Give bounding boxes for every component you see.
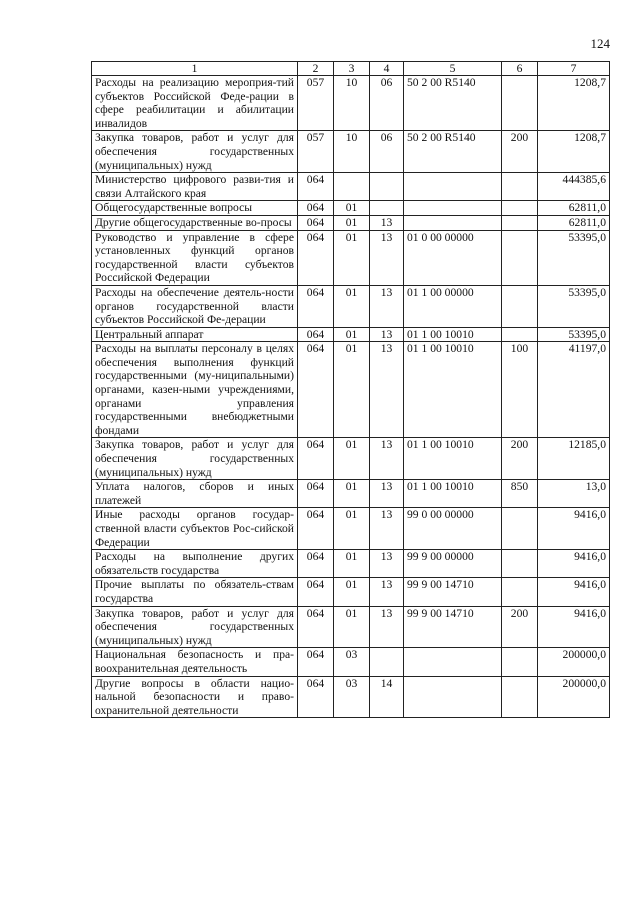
ministry-code: 064 <box>298 201 334 216</box>
column-header: 4 <box>370 62 404 76</box>
row-name: Центральный аппарат <box>92 327 298 342</box>
table-row <box>92 676 610 718</box>
table-row <box>92 131 610 173</box>
amount-value: 200000,0 <box>538 676 610 718</box>
subsection-code: 13 <box>370 550 404 578</box>
ministry-code: 064 <box>298 676 334 718</box>
subsection-code <box>370 173 404 201</box>
row-name: Национальная безопасность и пра-воохранительная деятельность <box>92 648 298 676</box>
section-code: 10 <box>334 131 370 173</box>
table-row <box>92 215 610 230</box>
article-code: 01 1 00 10010 <box>404 480 502 508</box>
article-code: 99 0 00 00000 <box>404 508 502 550</box>
article-code: 99 9 00 14710 <box>404 578 502 606</box>
row-name: Общегосударственные вопросы <box>92 201 298 216</box>
amount-value: 62811,0 <box>538 201 610 216</box>
ministry-code: 064 <box>298 438 334 480</box>
expense-type-code <box>502 201 538 216</box>
article-code <box>404 648 502 676</box>
budget-table <box>91 61 610 718</box>
section-code: 01 <box>334 578 370 606</box>
subsection-code: 13 <box>370 606 404 648</box>
expense-type-code: 200 <box>502 438 538 480</box>
ministry-code: 064 <box>298 327 334 342</box>
amount-value: 9416,0 <box>538 578 610 606</box>
subsection-code <box>370 648 404 676</box>
row-name: Расходы на реализацию мероприя-тий субъектов Российской Феде-рации в сфере реабилитации и абилитации инвалидов <box>92 76 298 131</box>
article-code: 50 2 00 R5140 <box>404 131 502 173</box>
subsection-code <box>370 201 404 216</box>
ministry-code: 064 <box>298 578 334 606</box>
expense-type-code <box>502 550 538 578</box>
article-code: 01 1 00 10010 <box>404 438 502 480</box>
amount-value: 1208,7 <box>538 131 610 173</box>
amount-value: 53395,0 <box>538 327 610 342</box>
column-header: 5 <box>404 62 502 76</box>
expense-type-code <box>502 508 538 550</box>
row-name: Уплата налогов, сборов и иных платежей <box>92 480 298 508</box>
column-header: 2 <box>298 62 334 76</box>
amount-value: 444385,6 <box>538 173 610 201</box>
section-code: 03 <box>334 676 370 718</box>
table-row <box>92 578 610 606</box>
subsection-code: 13 <box>370 438 404 480</box>
table-row <box>92 76 610 131</box>
column-header: 3 <box>334 62 370 76</box>
article-code: 01 0 00 00000 <box>404 230 502 285</box>
ministry-code: 064 <box>298 480 334 508</box>
subsection-code: 14 <box>370 676 404 718</box>
article-code: 01 1 00 10010 <box>404 342 502 438</box>
article-code <box>404 201 502 216</box>
table-row <box>92 508 610 550</box>
row-name: Расходы на выполнение других обязательств государства <box>92 550 298 578</box>
article-code: 01 1 00 10010 <box>404 327 502 342</box>
row-name: Другие общегосударственные во-просы <box>92 215 298 230</box>
row-name: Прочие выплаты по обязатель-ствам государства <box>92 578 298 606</box>
amount-value: 9416,0 <box>538 550 610 578</box>
expense-type-code <box>502 230 538 285</box>
subsection-code: 13 <box>370 578 404 606</box>
ministry-code: 064 <box>298 285 334 327</box>
amount-value: 200000,0 <box>538 648 610 676</box>
table-row <box>92 438 610 480</box>
expense-type-code: 200 <box>502 606 538 648</box>
ministry-code: 064 <box>298 606 334 648</box>
table-body <box>92 76 610 718</box>
section-code: 01 <box>334 606 370 648</box>
table-row <box>92 648 610 676</box>
expense-type-code: 850 <box>502 480 538 508</box>
section-code: 01 <box>334 438 370 480</box>
row-name: Другие вопросы в области нацио-нальной безопасности и право-охранительной деятельности <box>92 676 298 718</box>
amount-value: 41197,0 <box>538 342 610 438</box>
page-number: 124 <box>590 36 610 51</box>
subsection-code: 06 <box>370 76 404 131</box>
section-code: 01 <box>334 508 370 550</box>
column-header: 7 <box>538 62 610 76</box>
amount-value: 9416,0 <box>538 606 610 648</box>
expense-type-code <box>502 648 538 676</box>
article-code <box>404 173 502 201</box>
table-row <box>92 230 610 285</box>
article-code: 50 2 00 R5140 <box>404 76 502 131</box>
expense-type-code <box>502 76 538 131</box>
table-row <box>92 327 610 342</box>
row-name: Расходы на обеспечение деятель-ности органов государственной власти субъектов Российской Фе-дерации <box>92 285 298 327</box>
row-name: Закупка товаров, работ и услуг для обеспечения государственных (муниципальных) нужд <box>92 606 298 648</box>
ministry-code: 064 <box>298 230 334 285</box>
ministry-code: 057 <box>298 131 334 173</box>
amount-value: 9416,0 <box>538 508 610 550</box>
expense-type-code <box>502 327 538 342</box>
subsection-code: 06 <box>370 131 404 173</box>
header-row <box>92 62 610 76</box>
article-code <box>404 676 502 718</box>
section-code: 01 <box>334 327 370 342</box>
subsection-code: 13 <box>370 480 404 508</box>
expense-type-code <box>502 215 538 230</box>
amount-value: 62811,0 <box>538 215 610 230</box>
row-name: Расходы на выплаты персоналу в целях обеспечения выполнения функций государственными (му-ниципальными) органами, казен-ными учреждениями, органами управления государственными внебюджетными фондами <box>92 342 298 438</box>
subsection-code: 13 <box>370 508 404 550</box>
table-row <box>92 606 610 648</box>
article-code: 99 9 00 00000 <box>404 550 502 578</box>
table-row <box>92 201 610 216</box>
amount-value: 53395,0 <box>538 285 610 327</box>
section-code: 10 <box>334 76 370 131</box>
section-code: 03 <box>334 648 370 676</box>
article-code <box>404 215 502 230</box>
subsection-code: 13 <box>370 342 404 438</box>
section-code: 01 <box>334 285 370 327</box>
table-row <box>92 285 610 327</box>
row-name: Иные расходы органов государ-ственной власти субъектов Рос-сийской Федерации <box>92 508 298 550</box>
article-code: 01 1 00 00000 <box>404 285 502 327</box>
table-row <box>92 173 610 201</box>
subsection-code: 13 <box>370 230 404 285</box>
row-name: Закупка товаров, работ и услуг для обеспечения государственных (муниципальных) нужд <box>92 131 298 173</box>
expense-type-code <box>502 173 538 201</box>
subsection-code: 13 <box>370 215 404 230</box>
ministry-code: 057 <box>298 76 334 131</box>
row-name: Закупка товаров, работ и услуг для обеспечения государственных (муниципальных) нужд <box>92 438 298 480</box>
section-code: 01 <box>334 550 370 578</box>
expense-type-code <box>502 676 538 718</box>
ministry-code: 064 <box>298 215 334 230</box>
article-code: 99 9 00 14710 <box>404 606 502 648</box>
expense-type-code <box>502 578 538 606</box>
column-header: 1 <box>92 62 298 76</box>
row-name: Министерство цифрового разви-тия и связи Алтайского края <box>92 173 298 201</box>
ministry-code: 064 <box>298 508 334 550</box>
expense-type-code: 200 <box>502 131 538 173</box>
table-row <box>92 480 610 508</box>
ministry-code: 064 <box>298 342 334 438</box>
table-row <box>92 342 610 438</box>
ministry-code: 064 <box>298 173 334 201</box>
amount-value: 1208,7 <box>538 76 610 131</box>
ministry-code: 064 <box>298 550 334 578</box>
section-code <box>334 173 370 201</box>
expense-type-code <box>502 285 538 327</box>
section-code: 01 <box>334 342 370 438</box>
subsection-code: 13 <box>370 285 404 327</box>
section-code: 01 <box>334 201 370 216</box>
amount-value: 12185,0 <box>538 438 610 480</box>
amount-value: 53395,0 <box>538 230 610 285</box>
section-code: 01 <box>334 215 370 230</box>
amount-value: 13,0 <box>538 480 610 508</box>
section-code: 01 <box>334 480 370 508</box>
table-row <box>92 550 610 578</box>
row-name: Руководство и управление в сфере установленных функций органов государственной власти субъектов Российской Федерации <box>92 230 298 285</box>
subsection-code: 13 <box>370 327 404 342</box>
column-header: 6 <box>502 62 538 76</box>
ministry-code: 064 <box>298 648 334 676</box>
section-code: 01 <box>334 230 370 285</box>
expense-type-code: 100 <box>502 342 538 438</box>
